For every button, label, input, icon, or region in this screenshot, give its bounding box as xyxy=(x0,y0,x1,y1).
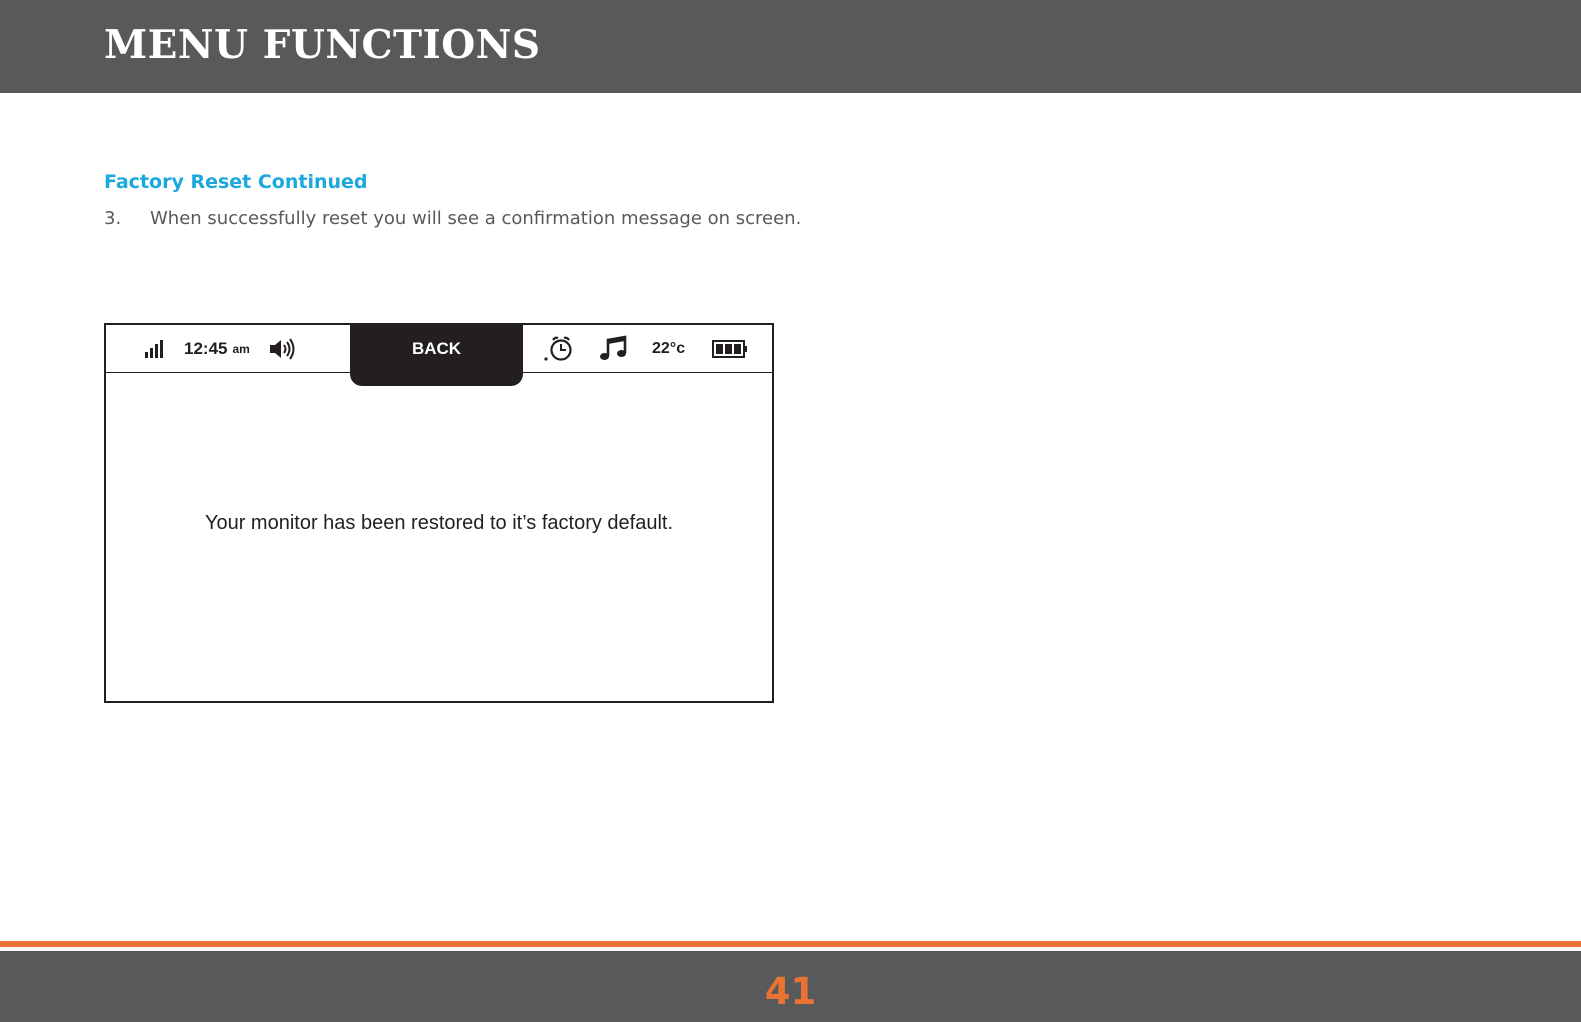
step-item xyxy=(104,207,801,231)
music-icon xyxy=(599,325,629,373)
confirmation-message: Your monitor has been restored to it’s factory default. xyxy=(204,512,674,534)
clock-ampm: am xyxy=(232,342,250,356)
temperature-readout: 22°c xyxy=(652,340,686,357)
status-bar xyxy=(106,325,772,373)
page-title: MENU FUNCTIONS xyxy=(104,22,541,68)
step-text: When successfully reset you will see a confirmation message on screen. xyxy=(150,208,802,229)
back-button[interactable]: BACK xyxy=(350,323,523,386)
alarm-icon xyxy=(543,325,575,373)
clock-time: 12:45 xyxy=(184,339,228,358)
header-band xyxy=(0,0,1581,93)
step-number: 3. xyxy=(104,208,122,229)
signal-icon xyxy=(144,325,166,373)
section-heading: Factory Reset Continued xyxy=(104,171,368,193)
page-number: 41 xyxy=(764,970,817,1013)
device-screen xyxy=(104,323,774,703)
footer-divider xyxy=(0,941,1581,947)
clock xyxy=(184,325,250,373)
battery-icon xyxy=(712,325,748,373)
speaker-icon[interactable] xyxy=(268,325,298,373)
